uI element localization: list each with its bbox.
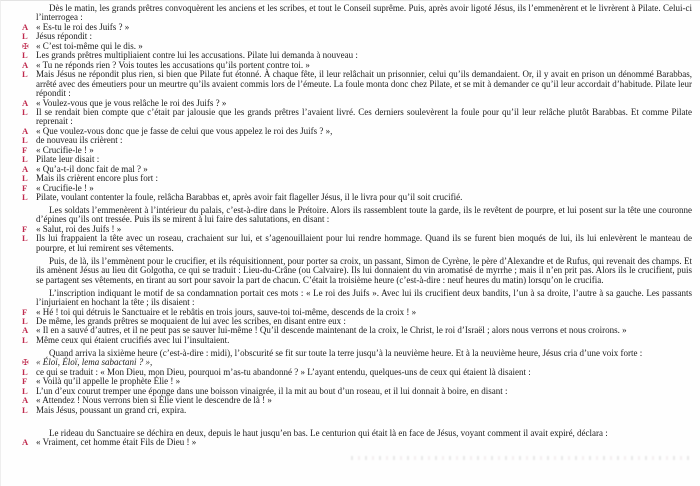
passage-text: « Tu ne réponds rien ? Vois toutes les accusations qu’ils portent contre toi. » — [36, 59, 310, 70]
passage-text: De même, les grands prêtres se moquaient de lui avec les scribes, en disant entre eux : — [36, 316, 346, 326]
passage-text: Mais ils crièrent encore plus fort : — [36, 173, 158, 184]
passage-text: Quand arriva la sixième heure (c’est-à-dire : midi), l’obscurité se fit sur toute la terre jusqu’à la neuvième heure. Et à la neuvième heure, Jésus cria d’une voix forte : — [49, 347, 643, 358]
passage-text: « Crucifie-le ! » — [36, 144, 94, 155]
passage-text: Les soldats l’emmenèrent à l’intérieur du palais, c’est-à-dire dans le Prétoire. Alors ils rassemblent toute la garde, ils le revêtent de pourpre, et lui posent sur la tête une couronne d’épines qu’ils ont tressée. Puis ils se mirent à lui faire des salutations, en disant : — [36, 205, 692, 225]
passage-text: Même ceux qui étaient crucifiés avec lui l’insultaient. — [36, 334, 230, 345]
cross-icon: ✠ — [22, 41, 29, 51]
passage-text: de nouveau ils crièrent : — [36, 135, 123, 146]
passage-block — [22, 69, 692, 99]
role-marker: F — [22, 223, 28, 234]
passage-block — [22, 135, 692, 146]
passage-block — [22, 437, 692, 448]
passage-text: « Il en a sauvé d’autres, et il ne peut pas se sauver lui-même ! Qu’il descende maintenant de la croix, le Christ, le roi d’Israël ; alors nous verrons et nous croirons. » — [36, 325, 627, 336]
role-marker: L — [22, 334, 28, 345]
passage-text: « C’est toi-même qui le dis. » — [36, 40, 143, 51]
passage-text: Pilate leur disait : — [36, 154, 100, 165]
passage-text: Le rideau du Sanctuaire se déchira en deux, depuis le haut jusqu’en bas. Le centurion qui était là en face de Jésus, voyant comment il avait expiré, déclara : — [49, 428, 608, 439]
passion-reading-passage — [22, 3, 692, 448]
role-marker: A — [22, 395, 29, 406]
passage-text: « Qu’a-t-il donc fait de mal ? » — [36, 163, 148, 174]
passage-text: ce qui se traduit : « Mon Dieu, mon Dieu, pourquoi m’as-tu abandonné ? » L’ayant entendu, quelques-uns de ceux qui étaient là disaient : — [36, 366, 531, 377]
role-marker: L — [22, 50, 28, 61]
passage-block — [22, 334, 692, 345]
passage-text: « Es-tu le roi des Juifs ? » — [36, 21, 130, 32]
passage-block — [22, 173, 692, 184]
role-marker: L — [22, 316, 28, 326]
passage-text: Mais Jésus ne répondit plus rien, si bien que Pilate fut étonné. À chaque fête, il leur relâchait un prisonnier, celui qu’ils demandaient. Or, il y avait en prison un dénommé Barabbas, arrêté avec des émeutiers pour un meurtre qu’ils avaient commis lors de l’émeute. La foule monta donc chez Pilate, et se mit à demander ce qu’il leur accordait d’habitude. Pilate leur répondit : — [36, 69, 692, 99]
role-marker: F — [22, 306, 28, 317]
role-marker: L — [22, 404, 28, 415]
passage-text: « Salut, roi des Juifs ! » — [36, 223, 122, 234]
passage-text: Dès le matin, les grands prêtres convoquèrent les anciens et les scribes, et tout le Conseil suprême. Puis, après avoir ligoté Jésus, ils l’emmenèrent et le livrèrent à Pilate. Celui-ci l’interrogea : — [36, 3, 692, 23]
role-marker: L — [22, 106, 28, 117]
passage-block — [22, 404, 692, 415]
role-marker: L — [22, 154, 28, 165]
passage-block — [36, 257, 692, 285]
role-marker: A — [22, 97, 29, 108]
passage-block — [36, 289, 692, 308]
passage-text: Pilate, voulant contenter la foule, relâcha Barabbas et, après avoir fait flageller Jésus, il le livra pour qu’il soit crucifié. — [36, 192, 463, 203]
passage-text: « Éloï, Éloï, lema sabactani ? », — [36, 357, 153, 368]
role-marker: A — [22, 325, 29, 336]
role-marker: L — [22, 192, 28, 203]
passage-text: « Hé ! toi qui détruis le Sanctuaire et le rebâtis en trois jours, sauve-toi toi-même, descends de la croix ! » — [36, 306, 417, 317]
role-marker: F — [22, 376, 28, 387]
role-marker: A — [22, 125, 29, 136]
passage-block — [22, 106, 692, 127]
passage-text: Il se rendait bien compte que c’était par jalousie que les grands prêtres l’avaient livré. Ces derniers soulevèrent la foule pour qu’il leur relâche plutôt Barabbas. Et comme Pilate reprenait : — [36, 106, 692, 127]
passage-block — [36, 206, 692, 225]
role-marker: L — [22, 69, 28, 80]
role-marker: A — [22, 437, 29, 448]
role-marker: L — [22, 135, 28, 146]
role-marker: L — [22, 31, 28, 42]
role-marker: A — [22, 59, 29, 70]
passage-text: Puis, de là, ils l’emmènent pour le crucifier, et ils réquisitionnent, pour porter sa croix, un passant, Simon de Cyrène, le père d’Alexandre et de Rufus, qui revenait des champs. Et ils amènent Jésus au lieu dit Golgotha, ce qui se traduit : Lieu-du-Crâne (ou Calvaire). Ils lui donnaient du vin aromatisé de myrrhe ; mais il n’en prit pas. Alors ils le crucifient, puis se partagent ses vêtements, en tirant au sort pour savoir la part de chacun. C’était la troisième heure (c’est-à-dire : neuf heures du matin) lorsqu’on le crucifia. — [36, 255, 692, 285]
passage-text: « Vraiment, cet homme était Fils de Dieu ! » — [36, 437, 197, 448]
passage-block — [22, 125, 692, 136]
passage-block — [22, 233, 692, 253]
passage-text: Jésus répondit : — [36, 31, 92, 42]
passage-text: Ils lui frappaient la tête avec un roseau, crachaient sur lui, et s’agenouillaient pour lui rendre hommage. Quand ils se furent bien moqués de lui, ils lui enlevèrent le manteau de pourpre, et lui remirent ses vêtements. — [36, 233, 692, 253]
passage-text: Les grands prêtres multipliaient contre lui les accusations. Pilate lui demanda à nouveau : — [36, 50, 358, 61]
passage-text: Mais Jésus, poussant un grand cri, expira. — [36, 404, 187, 415]
role-marker: A — [22, 21, 29, 32]
role-marker: F — [22, 182, 28, 193]
passage-text: « Que voulez-vous donc que je fasse de celui que vous appelez le roi des Juifs ? », — [36, 125, 333, 136]
cross-icon: ✠ — [22, 358, 29, 368]
passage-text: L’un d’eux courut tremper une éponge dans une boisson vinaigrée, il la mit au bout d’un roseau, et il lui donnait à boire, en disant : — [36, 385, 508, 396]
passage-text: L’inscription indiquant le motif de sa condamnation portait ces mots : « Le roi des Juifs ». Avec lui ils crucifient deux bandits, l’un à sa droite, l’autre à sa gauche. Les passants l’injuriaient en hochant la tête ; ils disaient : — [36, 287, 692, 308]
role-marker: L — [22, 385, 28, 396]
role-marker: L — [22, 366, 28, 377]
passage-text: « Voilà qu’il appelle le prophète Élie ! » — [36, 376, 181, 387]
passage-block — [36, 4, 692, 23]
passage-text: « Crucifie-le ! » — [36, 182, 94, 193]
passage-text: « Voulez-vous que je vous relâche le roi des Juifs ? » — [36, 97, 227, 108]
passage-block — [22, 144, 692, 155]
role-marker: L — [22, 233, 28, 244]
passage-text: « Attendez ! Nous verrons bien si Élie vient le descendre de là ! » — [36, 395, 272, 406]
role-marker: L — [22, 173, 28, 184]
passage-block — [22, 21, 692, 32]
role-marker: F — [22, 144, 28, 155]
role-marker: A — [22, 163, 29, 174]
passage-block — [22, 192, 692, 203]
page-showthrough-artifact — [351, 456, 689, 460]
